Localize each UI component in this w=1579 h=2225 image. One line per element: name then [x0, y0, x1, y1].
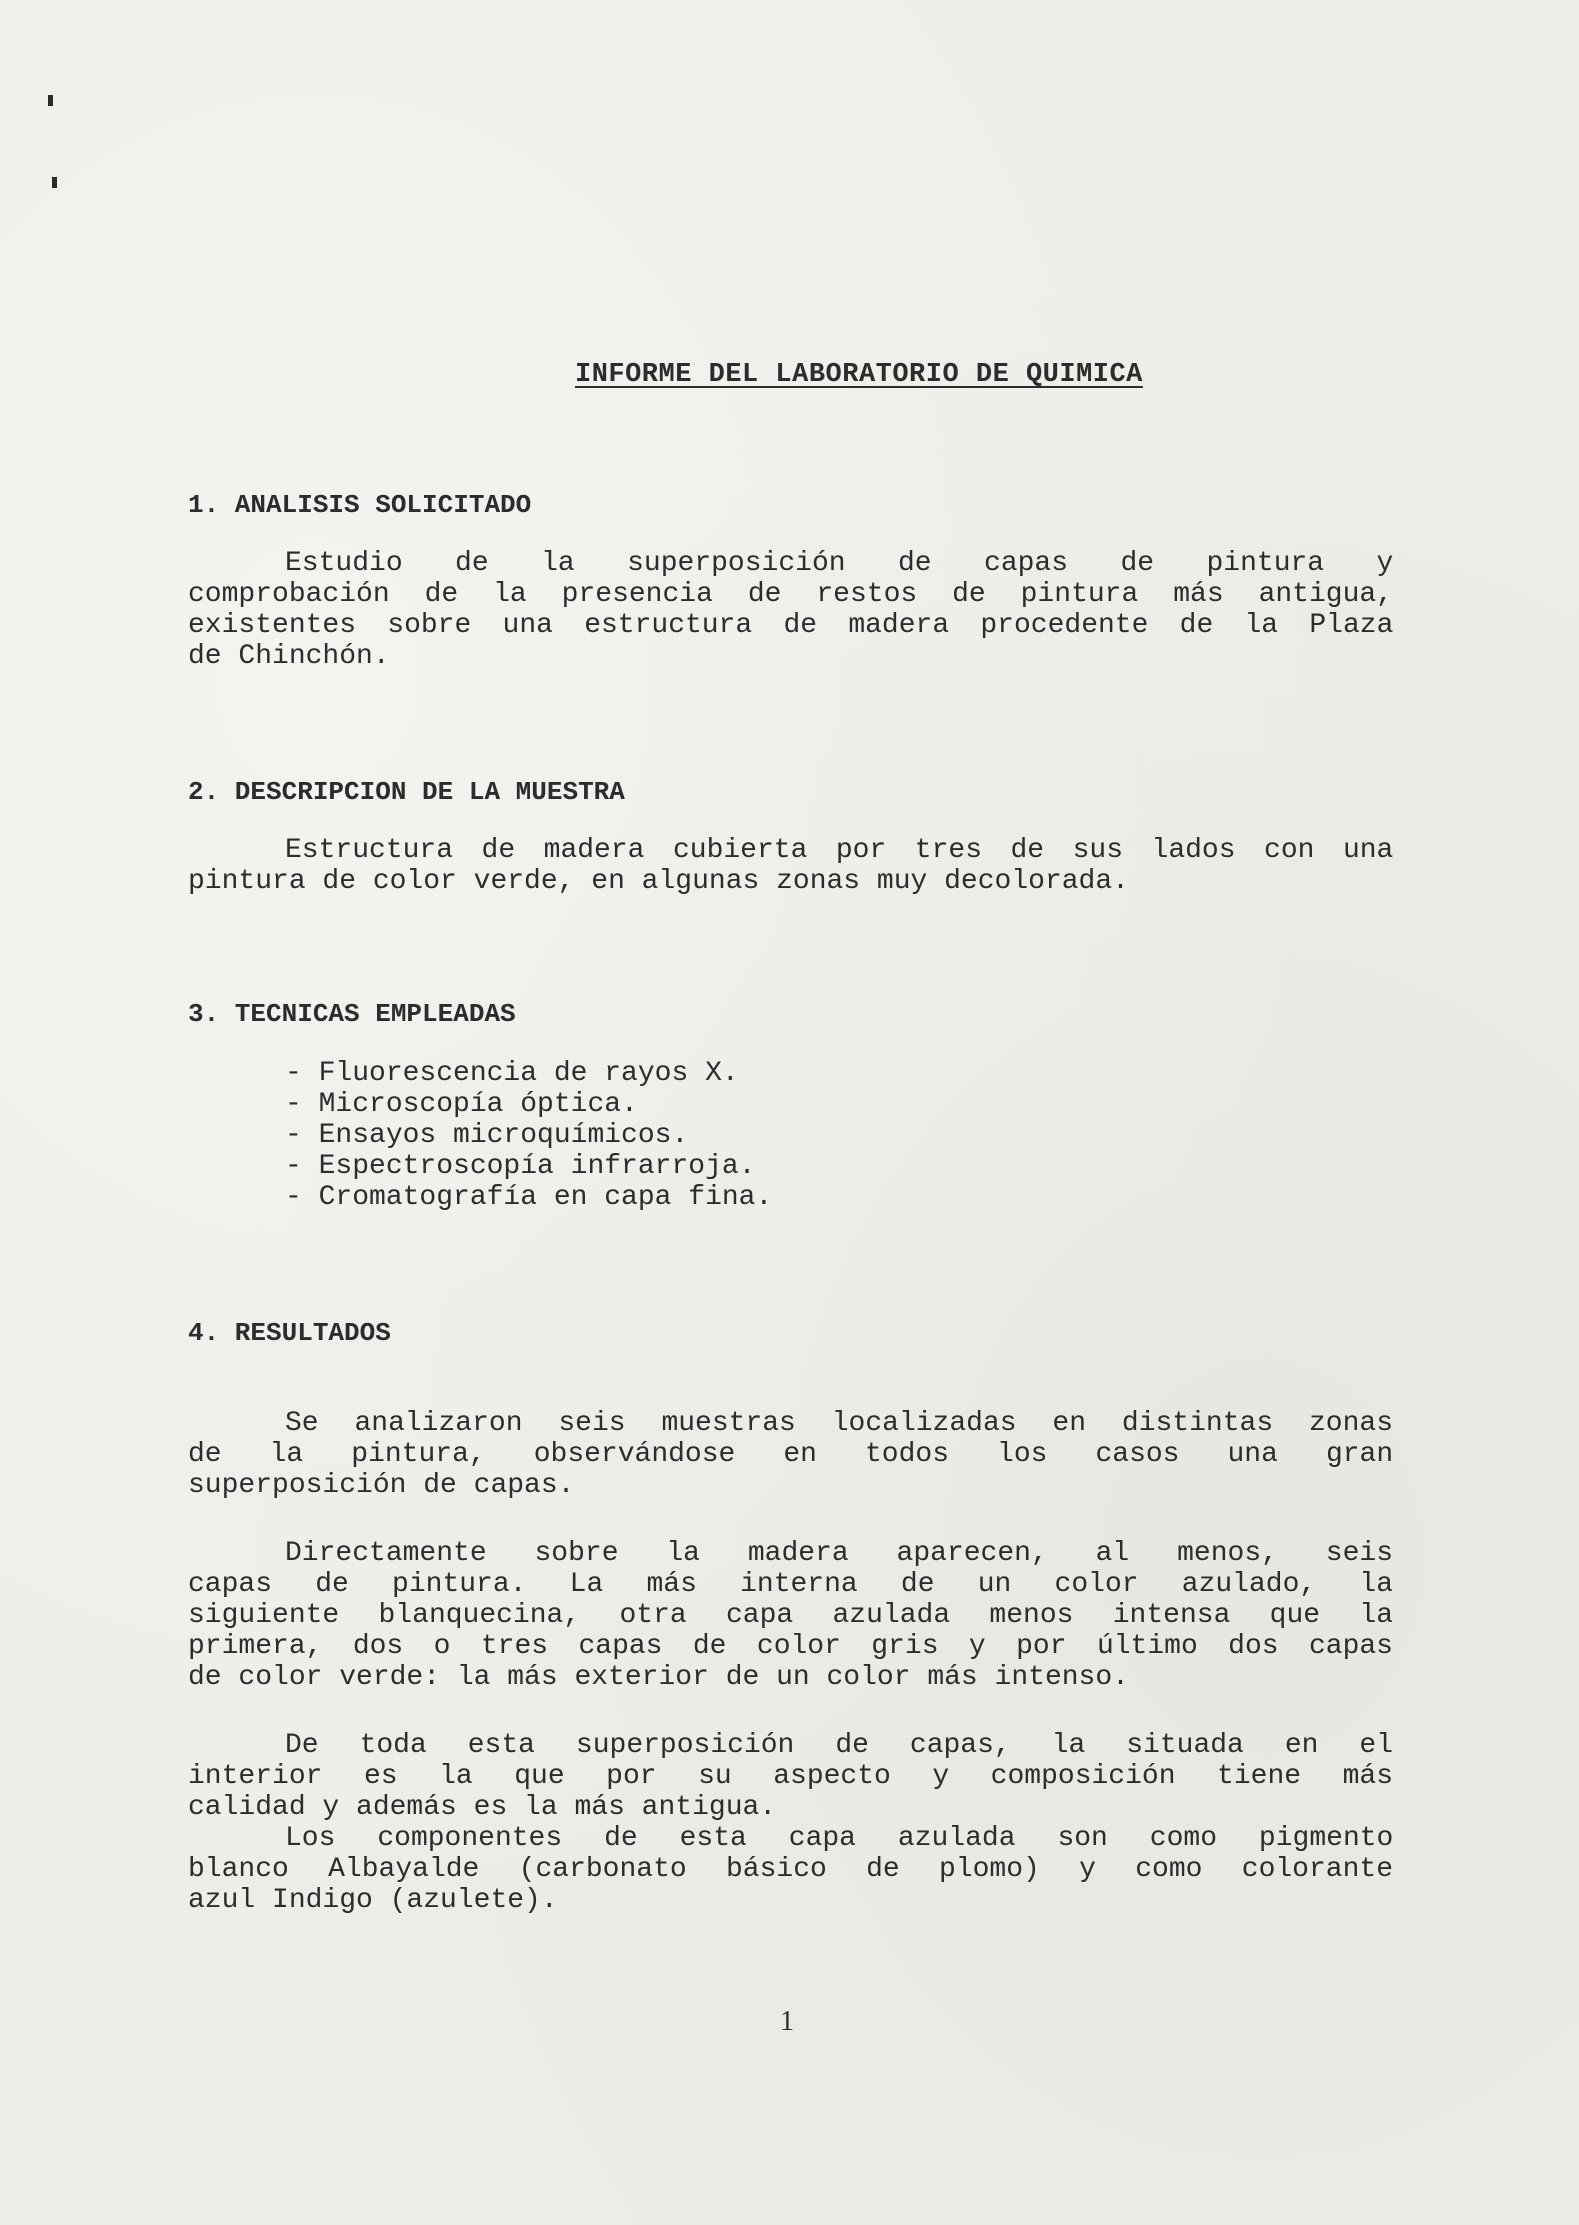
text-line: Los componentes de esta capa azulada son como pigmento: [285, 1823, 1394, 1854]
paragraph-resultados-1: [188, 1408, 1393, 1501]
text-line: Se analizaron seis muestras localizadas en distintas zonas: [285, 1408, 1393, 1439]
punch-mark: [48, 95, 53, 106]
text-line: calidad y además es la más antigua.: [188, 1792, 777, 1823]
text-line: comprobación de la presencia de restos de pintura más antigua,: [188, 579, 1393, 610]
page-number: 1: [780, 2006, 794, 2037]
text-line: Estudio de la superposición de capas de pintura y: [285, 548, 1394, 579]
section-heading-analisis: 1. ANALISIS SOLICITADO: [188, 490, 532, 520]
paragraph-descripcion: [188, 835, 1393, 897]
text-line: pintura de color verde, en algunas zonas muy decolorada.: [188, 866, 1129, 897]
text-line: Directamente sobre la madera aparecen, al menos, seis: [285, 1538, 1393, 1569]
document-title: INFORME DEL LABORATORIO DE QUIMICA: [575, 360, 1143, 390]
text-line: blanco Albayalde (carbonato básico de plomo) y como colorante: [188, 1854, 1393, 1885]
section-heading-descripcion: 2. DESCRIPCION DE LA MUESTRA: [188, 777, 625, 807]
paragraph-analisis: [188, 548, 1393, 672]
list-item: - Espectroscopía infrarroja.: [285, 1151, 756, 1182]
punch-mark: [52, 177, 57, 188]
paragraph-resultados-4: [188, 1823, 1393, 1916]
section-heading-resultados: 4. RESULTADOS: [188, 1318, 391, 1348]
text-line: azul Indigo (azulete).: [188, 1885, 558, 1916]
text-line: siguiente blanquecina, otra capa azulada menos intensa que la: [188, 1600, 1393, 1631]
text-line: Estructura de madera cubierta por tres de sus lados con una: [285, 835, 1394, 866]
text-line: interior es la que por su aspecto y composición tiene más: [188, 1761, 1393, 1792]
text-line: de la pintura, observándose en todos los casos una gran: [188, 1439, 1394, 1470]
text-line: De toda esta superposición de capas, la situada en el: [285, 1730, 1393, 1761]
list-item: - Cromatografía en capa fina.: [285, 1182, 773, 1213]
text-line: existentes sobre una estructura de madera procedente de la Plaza: [188, 610, 1394, 641]
paragraph-resultados-2: [188, 1538, 1393, 1693]
list-item: - Ensayos microquímicos.: [285, 1120, 689, 1151]
techniques-list: [285, 1058, 772, 1213]
section-heading-tecnicas: 3. TECNICAS EMPLEADAS: [188, 999, 516, 1029]
text-line: primera, dos o tres capas de color gris y por último dos capas: [188, 1631, 1393, 1662]
text-line: capas de pintura. La más interna de un color azulado, la: [188, 1569, 1393, 1600]
text-line: de Chinchón.: [188, 641, 390, 672]
list-item: - Microscopía óptica.: [285, 1089, 638, 1120]
list-item: - Fluorescencia de rayos X.: [285, 1058, 739, 1089]
paragraph-resultados-3: [188, 1730, 1393, 1823]
text-line: superposición de capas.: [188, 1470, 575, 1501]
text-line: de color verde: la más exterior de un color más intenso.: [188, 1662, 1129, 1693]
